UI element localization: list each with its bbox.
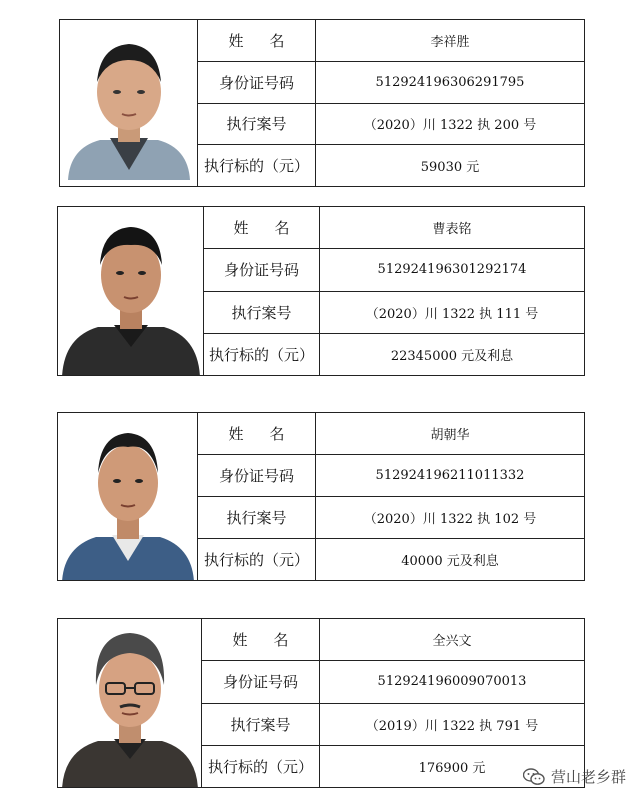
id-value: 512924196301292174 bbox=[377, 262, 527, 278]
case-row bbox=[198, 104, 584, 146]
amount-value: 59030 元 bbox=[420, 160, 480, 176]
name-row bbox=[202, 619, 584, 661]
case-row bbox=[198, 497, 584, 539]
id-row bbox=[202, 661, 584, 703]
name-value: 曹表铭 bbox=[432, 222, 472, 238]
id-row bbox=[198, 455, 584, 497]
portrait-photo bbox=[60, 20, 198, 186]
name-label: 姓名 bbox=[202, 619, 320, 660]
name-row bbox=[198, 20, 584, 62]
amount-label: 执行标的（元） bbox=[198, 145, 316, 186]
id-label: 身份证号码 bbox=[204, 249, 320, 290]
id-label: 身份证号码 bbox=[198, 62, 316, 103]
person-card-2 bbox=[57, 206, 585, 376]
portrait-photo bbox=[58, 413, 198, 580]
amount-row bbox=[198, 145, 584, 186]
name-value: 全兴文 bbox=[432, 634, 472, 650]
name-value: 李祥胜 bbox=[430, 34, 470, 50]
name-row bbox=[204, 207, 584, 249]
case-value: （2020）川 1322 执 111 号 bbox=[365, 306, 539, 322]
id-value: 512924196211011332 bbox=[375, 468, 525, 483]
portrait-photo bbox=[58, 207, 204, 375]
amount-row bbox=[204, 334, 584, 375]
portrait-photo bbox=[58, 619, 202, 787]
name-label: 姓名 bbox=[204, 207, 320, 248]
wechat-icon bbox=[523, 768, 545, 786]
id-row bbox=[198, 62, 584, 104]
person-card-1 bbox=[59, 19, 585, 187]
case-label: 执行案号 bbox=[202, 704, 320, 745]
name-label: 姓名 bbox=[198, 20, 316, 61]
amount-value: 176900 元 bbox=[418, 760, 486, 776]
case-value: （2020）川 1322 执 102 号 bbox=[363, 512, 537, 527]
case-value: （2020）川 1322 执 200 号 bbox=[363, 118, 537, 134]
watermark bbox=[523, 766, 626, 787]
case-row bbox=[204, 292, 584, 334]
id-value: 512924196306291795 bbox=[375, 74, 525, 90]
amount-label: 执行标的（元） bbox=[202, 746, 320, 787]
person-card-3 bbox=[57, 412, 585, 581]
id-row bbox=[204, 249, 584, 291]
case-row bbox=[202, 704, 584, 746]
case-label: 执行案号 bbox=[198, 497, 316, 538]
amount-row bbox=[198, 539, 584, 580]
case-label: 执行案号 bbox=[198, 104, 316, 145]
id-label: 身份证号码 bbox=[198, 455, 316, 496]
case-label: 执行案号 bbox=[204, 292, 320, 333]
amount-value: 22345000 元及利息 bbox=[390, 348, 514, 364]
id-label: 身份证号码 bbox=[202, 661, 320, 702]
amount-label: 执行标的（元） bbox=[204, 334, 320, 375]
amount-value: 40000 元及利息 bbox=[401, 554, 499, 569]
name-value: 胡朝华 bbox=[430, 428, 470, 443]
person-card-4 bbox=[57, 618, 585, 788]
id-value: 512924196009070013 bbox=[377, 674, 527, 690]
name-row bbox=[198, 413, 584, 455]
name-label: 姓名 bbox=[198, 413, 316, 454]
watermark-text: 营山老乡群 bbox=[550, 768, 626, 786]
amount-label: 执行标的（元） bbox=[198, 539, 316, 580]
case-value: （2019）川 1322 执 791 号 bbox=[365, 718, 539, 734]
